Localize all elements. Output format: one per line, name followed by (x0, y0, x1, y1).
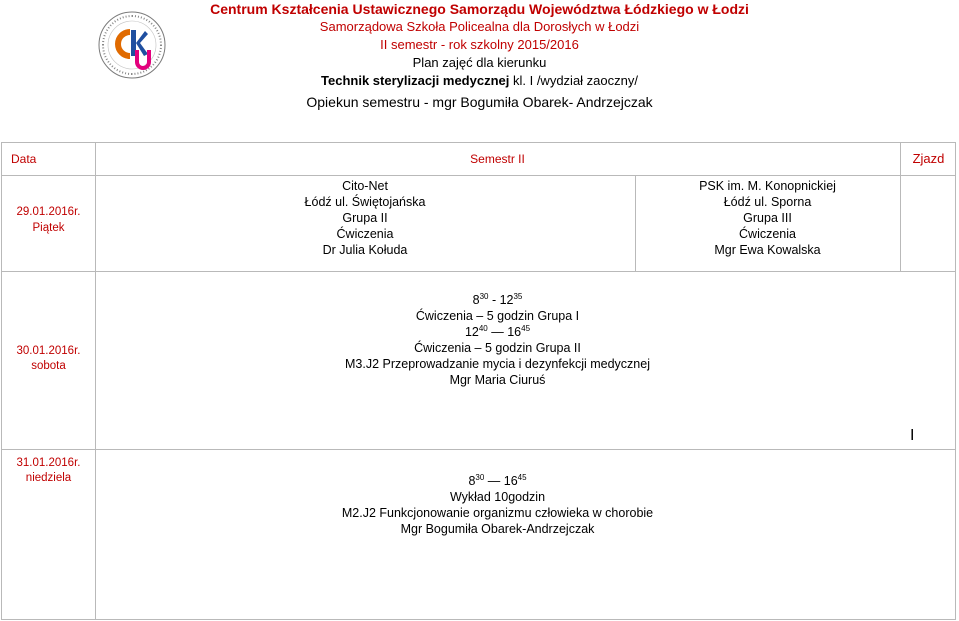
row1-right-block (635, 178, 900, 258)
row1-right-group: Grupa III (743, 211, 792, 225)
row3-subject: M2.J2 Funkcjonowanie organizmu człowieka w chorobie (341, 506, 654, 520)
row-divider (2, 449, 955, 450)
row1-day: Piątek (32, 222, 65, 234)
row1-left-block (95, 178, 635, 258)
row2-group2: Ćwiczenia – 5 godzin Grupa II (414, 341, 581, 355)
row2-block (95, 292, 900, 388)
schedule-table (1, 142, 956, 620)
row-divider (2, 175, 955, 176)
row3-block (95, 473, 900, 537)
col-header-data: Data (11, 152, 37, 166)
col-header-zjazd: Zjazd (912, 151, 945, 166)
plan-title: Plan zajęć dla kierunku (412, 55, 547, 70)
row3-time: $8^{30}$ — $16^{45}$ (468, 472, 527, 488)
row1-left-place: Cito-Net (342, 179, 388, 193)
row1-left-address: Łódź ul. Świętojańska (304, 195, 426, 209)
row3-date: 31.01.2016r. (16, 457, 81, 469)
institution-name: Centrum Kształcenia Ustawicznego Samorządu Województwa Łódzkiego w Łodzi (210, 1, 749, 17)
row1-right-place: PSK im. M. Konopnickiej (699, 179, 836, 193)
row2-date: 30.01.2016r. (16, 345, 81, 357)
row2-teacher: Mgr Maria Ciuruś (449, 373, 546, 387)
row1-right-teacher: Mgr Ewa Kowalska (714, 243, 821, 257)
row2-day: sobota (31, 360, 66, 372)
row1-right-address: Łódź ul. Sporna (723, 195, 812, 209)
course-class: kl. I /wydział zaoczny/ (512, 73, 638, 88)
zjazd-number: I (910, 427, 915, 444)
row1-right-type: Ćwiczenia (739, 227, 796, 241)
row3-lecture: Wykład 10godzin (449, 490, 546, 504)
row2-subject: M3.J2 Przeprowadzanie mycia i dezynfekcji medycznej (345, 357, 650, 371)
semester-supervisor: Opiekun semestru - mgr Bogumiła Obarek- Andrzejczak (306, 94, 653, 110)
row3-day: niedziela (25, 472, 72, 484)
row2-time2: $12^{40}$ — $16^{45}$ (464, 323, 531, 339)
row-divider (2, 271, 955, 272)
row1-left-teacher: Dr Julia Kołuda (322, 243, 408, 257)
semester-year: II semestr - rok szkolny 2015/2016 (380, 37, 579, 52)
school-name: Samorządowa Szkoła Policealna dla Dorosłych w Łodzi (319, 19, 640, 34)
course-line (0, 73, 959, 88)
row1-date: 29.01.2016r. (16, 206, 81, 218)
row2-time1: $8^{30} - 12^{35}$ (472, 291, 523, 307)
col-header-semestr: Semestr II (470, 152, 525, 166)
row3-teacher: Mgr Bogumiła Obarek-Andrzejczak (400, 522, 595, 536)
course-name: Technik sterylizacji medycznej (321, 73, 510, 88)
row2-group1: Ćwiczenia – 5 godzin Grupa I (415, 309, 580, 323)
row1-left-group: Grupa II (342, 211, 388, 225)
row1-left-type: Ćwiczenia (336, 227, 394, 241)
